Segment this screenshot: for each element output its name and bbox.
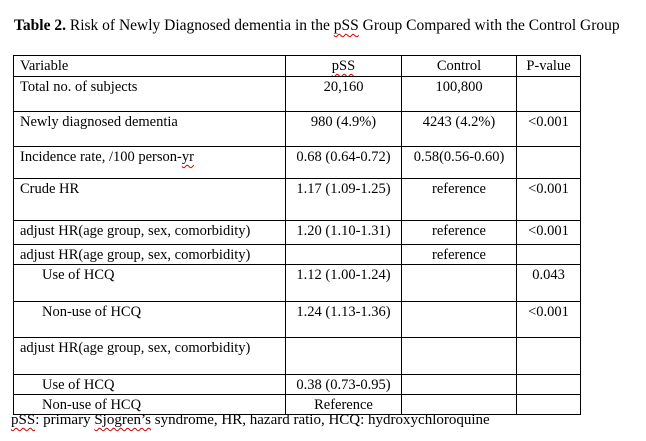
cell-control bbox=[402, 265, 517, 302]
cell-pss: 1.17 (1.09-1.25) bbox=[286, 179, 402, 221]
table-row bbox=[14, 112, 581, 147]
cell-pvalue bbox=[517, 375, 581, 395]
column-header-pvalue: P-value bbox=[517, 56, 581, 77]
table-row bbox=[14, 77, 581, 112]
cell-control: reference bbox=[402, 221, 517, 245]
cell-variable: Total no. of subjects bbox=[14, 77, 286, 112]
cell-pvalue: <0.001 bbox=[517, 179, 581, 221]
header-row bbox=[14, 56, 581, 77]
table-row bbox=[14, 179, 581, 221]
table-title-label: Table 2. bbox=[14, 17, 66, 34]
table-row bbox=[14, 221, 581, 245]
cell-pvalue: 0.043 bbox=[517, 265, 581, 302]
cell-variable: Newly diagnosed dementia bbox=[14, 112, 286, 147]
cell-pss: 0.38 (0.73-0.95) bbox=[286, 375, 402, 395]
cell-pvalue: <0.001 bbox=[517, 112, 581, 147]
cell-control bbox=[402, 375, 517, 395]
column-header-control: Control bbox=[402, 56, 517, 77]
cell-variable: Use of HCQ bbox=[14, 265, 286, 302]
cell-pss: 0.68 (0.64-0.72) bbox=[286, 147, 402, 179]
cell-variable: Incidence rate, /100 person-yr bbox=[14, 147, 286, 179]
table-row bbox=[14, 245, 581, 265]
cell-variable: adjust HR(age group, sex, comorbidity) bbox=[14, 245, 286, 265]
cell-variable: Non-use of HCQ bbox=[14, 302, 286, 338]
cell-variable: Use of HCQ bbox=[14, 375, 286, 395]
cell-pvalue bbox=[517, 147, 581, 179]
cell-pvalue bbox=[517, 77, 581, 112]
table-row bbox=[14, 302, 581, 338]
footnote: pSS: primary Sjogren’s syndrome, HR, hazard ratio, HCQ: hydroxychloroquine bbox=[11, 412, 490, 428]
cell-pss: 1.20 (1.10-1.31) bbox=[286, 221, 402, 245]
cell-control: 0.58(0.56-0.60) bbox=[402, 147, 517, 179]
cell-variable: adjust HR(age group, sex, comorbidity) bbox=[14, 338, 286, 375]
misspelling-underline: pSS bbox=[333, 17, 359, 34]
misspelling-underline: Sjogren’s bbox=[94, 412, 152, 428]
misspelling-underline: pSS bbox=[11, 412, 36, 428]
table-row bbox=[14, 338, 581, 375]
table-row bbox=[14, 265, 581, 302]
table-body bbox=[14, 77, 581, 415]
cell-pvalue bbox=[517, 338, 581, 375]
cell-control: reference bbox=[402, 245, 517, 265]
cell-pvalue bbox=[517, 395, 581, 415]
cell-pvalue: <0.001 bbox=[517, 302, 581, 338]
cell-control bbox=[402, 338, 517, 375]
table-title-text: Risk of Newly Diagnosed dementia in the pSS Group Compared with the Control Group bbox=[65, 17, 620, 34]
cell-variable: adjust HR(age group, sex, comorbidity) bbox=[14, 221, 286, 245]
cell-pss bbox=[286, 245, 402, 265]
misspelling-underline: pSS bbox=[331, 58, 356, 74]
results-table bbox=[13, 55, 581, 415]
cell-pss: Reference bbox=[286, 395, 402, 415]
cell-variable: Non-use of HCQ bbox=[14, 395, 286, 415]
cell-pvalue bbox=[517, 245, 581, 265]
column-header-variable: Variable bbox=[14, 56, 286, 77]
cell-control: 4243 (4.2%) bbox=[402, 112, 517, 147]
column-header-pss bbox=[286, 56, 402, 77]
cell-control: 100,800 bbox=[402, 77, 517, 112]
cell-pss bbox=[286, 338, 402, 375]
table-row bbox=[14, 147, 581, 179]
cell-control: reference bbox=[402, 179, 517, 221]
cell-pss: 1.12 (1.00-1.24) bbox=[286, 265, 402, 302]
cell-pss: 1.24 (1.13-1.36) bbox=[286, 302, 402, 338]
misspelling-underline: yr bbox=[181, 149, 194, 165]
cell-pss: 20,160 bbox=[286, 77, 402, 112]
cell-pvalue: <0.001 bbox=[517, 221, 581, 245]
cell-pss: 980 (4.9%) bbox=[286, 112, 402, 147]
table-title bbox=[14, 16, 620, 35]
table-row bbox=[14, 375, 581, 395]
cell-variable: Crude HR bbox=[14, 179, 286, 221]
cell-control bbox=[402, 302, 517, 338]
